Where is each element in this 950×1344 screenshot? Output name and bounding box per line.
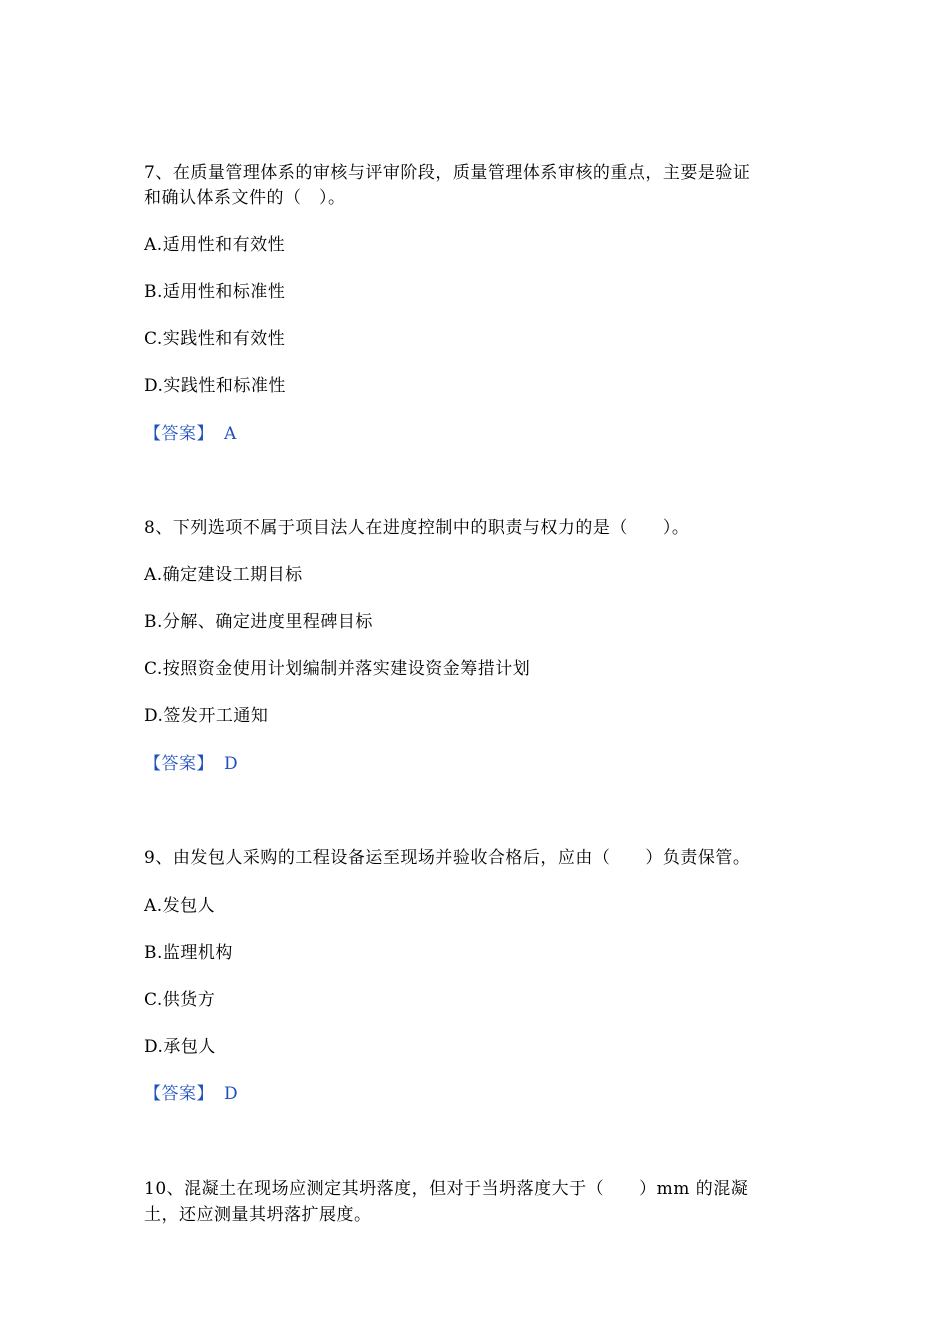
question-8-option-d: D.签发开工通知 xyxy=(144,706,269,726)
question-10-stem-line-1: 10、混凝土在现场应测定其坍落度，但对于当坍落度大于（ ）mm 的混凝 xyxy=(144,1179,749,1199)
question-9-option-a: A.发包人 xyxy=(144,896,216,916)
answer-value: A xyxy=(224,424,237,444)
question-7-option-a: A.适用性和有效性 xyxy=(144,235,286,255)
question-8-option-b: B.分解、确定进度里程碑目标 xyxy=(144,612,373,632)
question-8-option-c: C.按照资金使用计划编制并落实建设资金筹措计划 xyxy=(144,659,531,679)
question-7-option-b: B.适用性和标准性 xyxy=(144,282,286,302)
answer-label: 【答案】 xyxy=(144,754,214,774)
question-7-stem-line-2: 和确认体系文件的（ ）。 xyxy=(144,188,346,208)
question-9-option-d: D.承包人 xyxy=(144,1037,216,1057)
question-7-answer xyxy=(144,422,237,446)
question-10-stem-line-2: 土，还应测量其坍落扩展度。 xyxy=(144,1205,372,1225)
question-7-option-c: C.实践性和有效性 xyxy=(144,329,286,349)
answer-value: D xyxy=(224,754,239,774)
question-9-stem-line-1: 9、由发包人采购的工程设备运至现场并验收合格后，应由（ ）负责保管。 xyxy=(144,848,751,868)
question-9-answer xyxy=(144,1082,238,1106)
question-8-answer xyxy=(144,752,238,776)
question-7-option-d: D.实践性和标准性 xyxy=(144,376,286,396)
question-9-option-b: B.监理机构 xyxy=(144,943,233,963)
question-7-stem-line-1: 7、在质量管理体系的审核与评审阶段，质量管理体系审核的重点，主要是验证 xyxy=(144,163,751,183)
answer-label: 【答案】 xyxy=(144,1084,214,1104)
answer-label: 【答案】 xyxy=(144,424,214,444)
question-8-stem-line-1: 8、下列选项不属于项目法人在进度控制中的职责与权力的是（ ）。 xyxy=(144,518,690,538)
question-9-option-c: C.供货方 xyxy=(144,990,216,1010)
answer-value: D xyxy=(224,1084,239,1104)
question-8-option-a: A.确定建设工期目标 xyxy=(144,565,303,585)
